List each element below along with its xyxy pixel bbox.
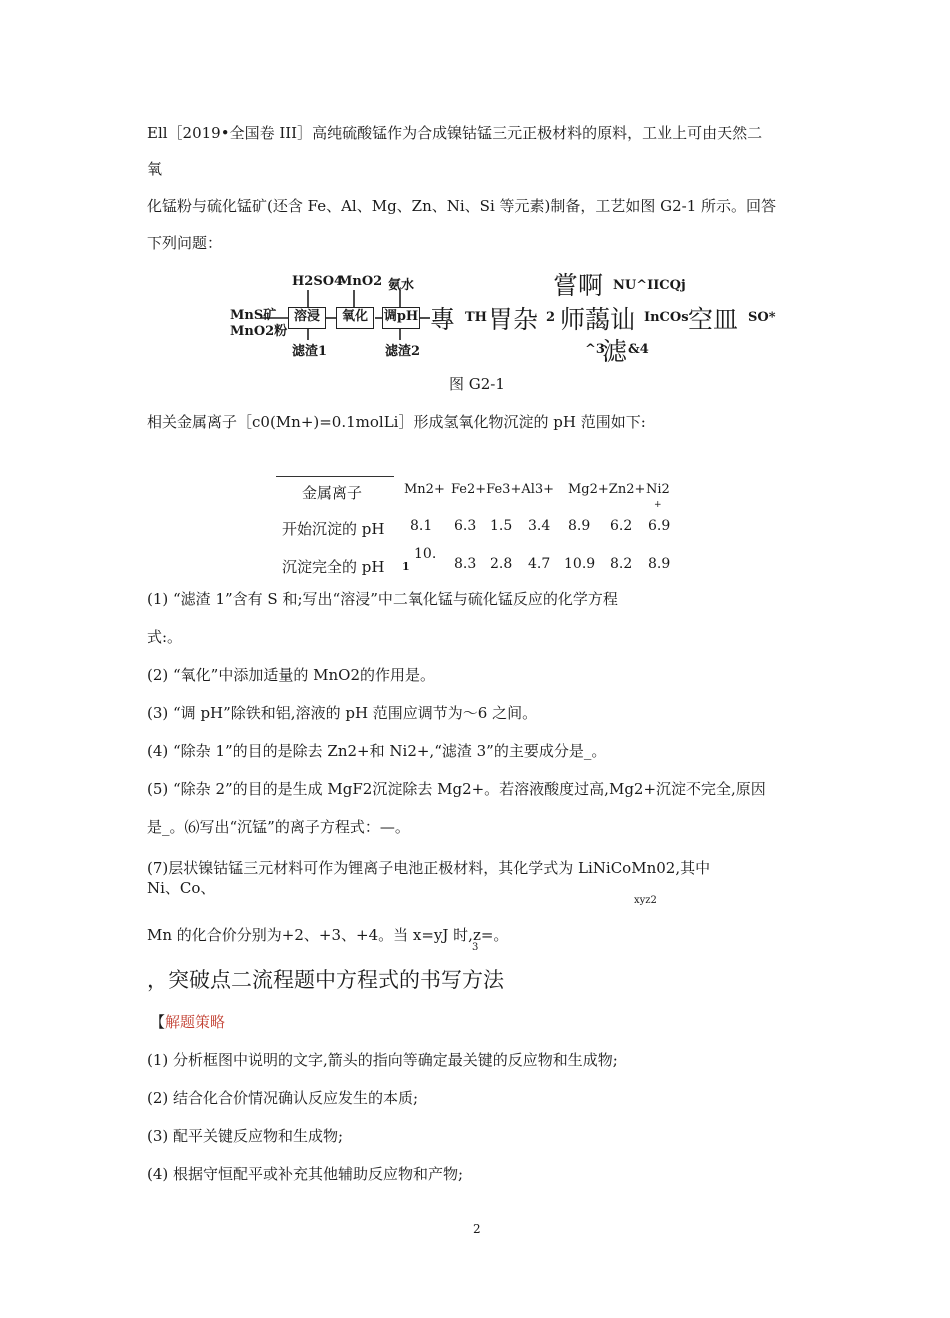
ion-ni: Ni2 <box>646 482 670 497</box>
residue-2: 滤渣2 <box>385 344 421 359</box>
row1-cell: 8.1 <box>410 518 433 534</box>
row2-cell: 8.3 <box>454 556 477 572</box>
table-header-label: 金属离子 <box>302 484 363 502</box>
row2-cell: 2.8 <box>490 556 513 572</box>
strategy-item-3: (3) 配平关键反应物和生成物; <box>147 1127 344 1145</box>
question-7b: Ni、Co、 <box>147 879 216 897</box>
table-rule <box>276 476 394 477</box>
row2-first-top: 10. <box>414 546 437 562</box>
ion-fe-fe-al: Fe2+Fe3+Al3+ <box>451 482 555 497</box>
ocr-2: 2 <box>546 310 556 325</box>
strategy-tag <box>150 1012 225 1032</box>
strategy-item-1: (1) 分析框图中说明的文字,箭头的指向等确定最关键的反应物和生成物; <box>147 1051 618 1069</box>
row2-cell: 10.9 <box>564 556 596 572</box>
input-mno2-powder: MnO2粉 <box>230 324 288 339</box>
row1-cell: 3.4 <box>528 518 551 534</box>
strategy-item-2: (2) 结合化合价情况确认反应发生的本质; <box>147 1089 419 1107</box>
strategy-tag-bracket: 【 <box>150 1013 166 1031</box>
question-1a: (1) “滤渣 1”含有 S 和;写出“溶浸”中二氧化锰与硫化锰反应的化学方程 <box>147 590 618 608</box>
ocr-glyph-1: 專 <box>430 305 456 334</box>
row1-cell: 1.5 <box>490 518 513 534</box>
process-flow-figure <box>230 262 790 366</box>
step-leaching: 溶浸 <box>288 307 326 329</box>
question-1b: 式:。 <box>147 628 183 646</box>
row1-cell: 8.9 <box>568 518 591 534</box>
figure-caption: 图 G2-1 <box>449 375 505 393</box>
ion-mg-zn: Mg2+Zn2+ <box>568 482 646 497</box>
input-mns-ore: MnS矿 <box>230 308 277 323</box>
question-2: (2) “氧化”中添加适量的 MnO2的作用是。 <box>147 666 435 684</box>
step-adjust-ph: 调pH <box>382 307 420 329</box>
ocr-3: ^3 <box>585 342 605 357</box>
row1-label: 开始沉淀的 pH <box>282 520 385 538</box>
question-4: (4) “除杂 1”的目的是除去 Zn2+和 Ni2+,“滤渣 3”的主要成分是_。 <box>147 742 607 760</box>
intro-line-3: 下列问题： <box>147 234 223 252</box>
question-7c: Mn 的化合价分别为+2、+3、+4。当 x=yJ 时,z=。 <box>147 926 509 944</box>
section-title: ，突破点二流程题中方程式的书写方法 <box>147 968 504 992</box>
ocr-glyph-5: 滤 <box>602 337 628 366</box>
ocr-th: TH <box>465 310 487 325</box>
reagent-mno2: MnO2 <box>338 274 383 289</box>
intro-line-1b: 氧 <box>147 160 163 178</box>
ocr-top-glyph: 嘗啊 <box>553 271 604 300</box>
question-5b: 是_。⑹写出“沉锰”的离子方程式：—。 <box>147 818 410 836</box>
row2-label: 沉淀完全的 pH <box>282 558 385 576</box>
strategy-tag-label: 解题策略 <box>165 1013 226 1031</box>
ocr-glyph-4: 空皿 <box>688 305 739 334</box>
intro-line-1: Ell［2019•全国卷 III］高纯硫酸锰作为合成镍钴锰三元正极材料的原料，工业上可由天然二 <box>147 124 763 142</box>
question-7a: (7)层状镍钴锰三元材料可作为锂离子电池正极材料，其化学式为 LiNiCoMn02,其中 <box>147 859 711 877</box>
residue-1: 滤渣1 <box>292 344 328 359</box>
question-7c-subscript: 3 <box>472 942 479 953</box>
step-oxidation: 氧化 <box>336 307 374 329</box>
row1-cell: 6.2 <box>610 518 633 534</box>
question-3: (3) “调 pH”除铁和铝,溶液的 pH 范围应调节为〜6 之间。 <box>147 704 538 722</box>
ocr-top-small: NU^IICQj <box>613 278 686 293</box>
reagent-ammonia: 氨水 <box>388 278 415 293</box>
row2-cell: 8.2 <box>610 556 633 572</box>
row2-first-bottom: 1 <box>402 560 410 573</box>
ocr-glyph-2: 胃杂 <box>488 305 539 334</box>
ocr-4: &4 <box>628 342 649 357</box>
question-7-subscript: xyz2 <box>634 895 657 906</box>
ion-mn: Mn2+ <box>404 482 445 497</box>
row2-cell: 4.7 <box>528 556 551 572</box>
ion-ni-charge: + <box>654 500 662 510</box>
question-5a: (5) “除杂 2”的目的是生成 MgF2沉淀除去 Mg2+。若溶液酸度过高,Mg2+沉淀不完全,原因 <box>147 780 766 798</box>
page-number: 2 <box>473 1222 481 1236</box>
ocr-inco: InCOs <box>644 310 689 325</box>
ocr-so: SO* <box>748 310 776 325</box>
row1-cell: 6.9 <box>648 518 671 534</box>
table-intro: 相关金属离子［c0(Mn+)=0.1molLi］形成氢氧化物沉淀的 pH 范围如下: <box>147 413 646 431</box>
intro-line-2: 化锰粉与硫化锰矿(还含 Fe、Al、Mg、Zn、Ni、Si 等元素)制备，工艺如图 G2-1 所示。回答 <box>147 197 777 215</box>
row2-cell: 8.9 <box>648 556 671 572</box>
row1-cell: 6.3 <box>454 518 477 534</box>
ocr-glyph-3: 师藹讪 <box>560 305 636 334</box>
reagent-h2so4: H2SO4 <box>292 274 344 289</box>
strategy-item-4: (4) 根据守恒配平或补充其他辅助反应物和产物; <box>147 1165 464 1183</box>
